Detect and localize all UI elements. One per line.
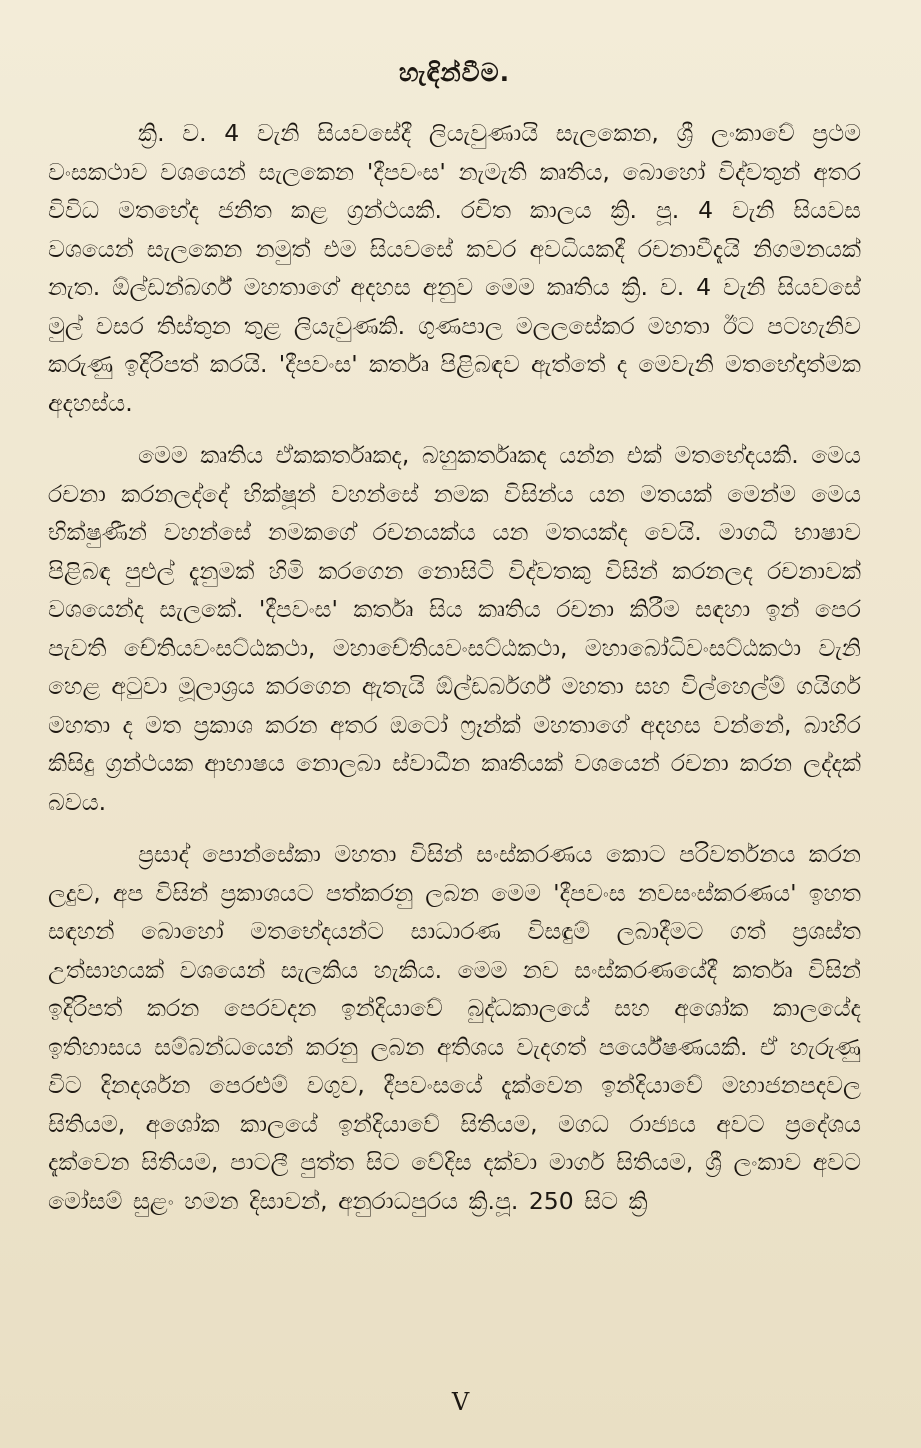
paragraph-3: ප්‍රසාද් පොන්සේකා මහතා විසින් සංස්කරණය කොට පරිවර්තනය කරන ලදුව, අප විසින් ප්‍රකාශයට පත්කරනු ලබන මෙම 'දීපවංස නවසංස්කරණය' ඉහත සඳහන් බොහෝ මතභේදයන්ට සාධාරණ විසඳුම් ලබාදීමට ගත් ප්‍රශස්ත උත්සාහයක් වශයෙන් සැලකිය හැකිය. මෙම නව සංස්කරණයේදී කර්තෘ විසින් ඉදිරිපත් කරන පෙරවදන ඉන්දියාවේ බුද්ධකාලයේ සහ අශෝක කාලයේද ඉතිහාසය සම්බන්ධයෙන් කරනු ලබන අතිශය වැදගත් පර්යේෂණයකි. ඒ හැරුණු විට දිනදර්ශන පෙරළුම් වගුව, දීපවංසයේ දැක්වෙන ඉන්දියාවේ මහාජනපදවල සිතියම, අශෝක කාලයේ ඉන්දියාවේ සිතියම, මගධ රාජ්‍යය අවට ප්‍රදේශය දැක්වෙන සිතියම, පාටලී පුත්ත සිට වේදිස දක්වා මාර්ග සිතියම, ශ්‍රී ලංකාව අවට මෝසම් සුළං හමන දිසාවන්, අනුරාධපුරය ක්‍රි.පූ. 250 සිට ක්‍රි bbox=[48, 840, 861, 1215]
page-heading: හැඳින්වීම. bbox=[398, 58, 511, 87]
page-number: V bbox=[451, 1388, 470, 1416]
paragraph-2: මෙම කෘතිය ඒකකර්තෘකද, බහුකර්තෘකද යන්න එක් මතභේදයකි. මෙය රචනා කරනලද්දේ භික්ෂූන් වහන්සේ නමක විසින්ය යන මතයක් මෙන්ම මෙය භික්ෂුණීන් වහන්සේ නමකගේ රචනයක්ය යන මතයක්ද වෙයි. මාගධී භාෂාව පිළිබඳ පුළුල් දැනුමක් හිමි කරගෙන නොසිටි විද්වතකු විසින් කරනලද රචනාවක් වශයෙන්ද සැලකේ. 'දීපවංස' කර්තෘ සිය කෘතිය රචනා කිරීම සඳහා ඉන් පෙර පැවති චේතියවංසට්ඨකථා, මහාචේතියවංසට්ඨකථා, මහාබෝධිවංසට්ඨකථා වැනි හෙළ අටුවා මූලාශ්‍රය කරගෙන ඇතැයි ඕල්ඩර්බර්ග් මහතා සහ විල්හෙල්ම් ගයිගර් මහතා ද මත ප්‍රකාශ කරන අතර ඔටෝ ෆ්‍රෑන්ක් මහතාගේ අදහස වන්නේ, බාහිර කිසිදු ග්‍රන්ථයක ආභාෂය නොලබා ස්වාධීන කෘතියක් වශයෙන් රචනා කරන ලද්දක් බවය. bbox=[48, 441, 861, 816]
paragraph-1: ක්‍රි. ව. 4 වැනි සියවසේදී ලියැවුණායි සැලකෙන, ශ්‍රී ලංකාවේ ප්‍රථම වංසකථාව වශයෙන් සැලකෙන 'දීපවංස' නැමැති කෘතිය, බොහෝ විද්වතුන් අතර විවිධ මතභේද ජනිත කළ ග්‍රන්ථයකි. රචිත කාලය ක්‍රි. පූ. 4 වැනි සියවස වශයෙන් සැලකෙන නමුත් එම සියවසේ කවර අවධියකදී රචනාවීදැයි නිගමනයක් නැත. ඕල්ඩන්බර්ග් මහතාගේ අදහස අනුව මෙම කෘතිය ක්‍රි. ව. 4 වැනි සියවසේ මුල් වසර තිස්තුන තුළ ලියැවුණකි. ගුණපාල මලලසේකර මහතා ඊට පටහැනිව කරුණු ඉදිරිපත් කරයි. 'දීපවංස' කර්තෘ පිළිබඳව ඇත්තේ ද මෙවැනි මතභේදාත්මක අදහස්ය. bbox=[48, 119, 861, 417]
